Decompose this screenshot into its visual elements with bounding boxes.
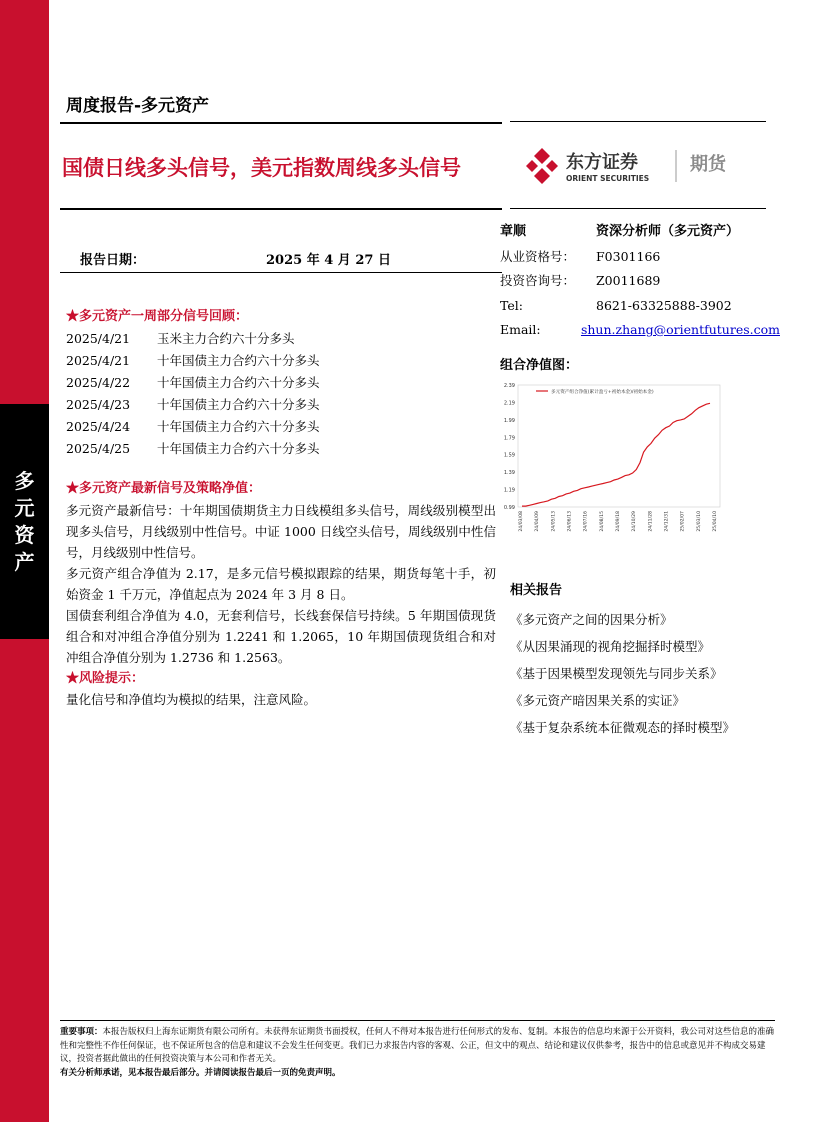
x-tick-label: 24/03/08 [519,511,524,532]
latest-paragraph-2: 多元资产组合净值为 2.17，是多元信号模拟跟踪的结果，期货每笔十手，初始资金 1 千万元，净值起点为 2024 年 3 月 8 日。 [66,566,496,602]
analyst-block [500,220,780,343]
analyst-row-value: F0301166 [596,248,661,264]
analyst-row [500,269,780,294]
signal-text: 玉米主力合约六十分多头 [157,331,295,346]
y-tick-label: 1.39 [503,470,515,477]
footer [60,1026,775,1080]
page-headline: 国债日线多头信号，美元指数周线多头信号 [62,156,461,180]
analyst-row [500,294,780,319]
signal-date: 2025/4/25 [66,441,131,456]
signal-date: 2025/4/24 [66,419,131,434]
risk-heading: ★风险提示： [66,671,145,686]
category-side-tab [0,404,49,639]
x-tick-label: 24/08/15 [599,511,605,532]
chart-title: 组合净值图： [500,358,579,373]
analyst-row-label: Tel: [500,297,523,313]
analyst-details [500,245,780,343]
analyst-header [500,220,780,245]
x-tick-label: 24/12/31 [664,511,670,532]
signal-row [66,328,496,350]
category-char: 元 [14,496,35,520]
header-rule-left [60,122,502,124]
analyst-name: 章顺 [500,224,527,239]
analyst-row-label: Email: [500,322,541,337]
related-heading: 相关报告 [510,583,563,598]
y-tick-label: 0.99 [503,505,515,511]
signal-text: 十年国债主力合约六十分多头 [157,375,320,390]
signals-review-section [66,306,496,460]
report-type: 周度报告-多元资产 [66,96,210,116]
logo-text-sub: 期货 [690,154,726,175]
category-char: 产 [14,550,35,574]
legend-label: 多元资产组合净值(累计盈亏+初始本金)/初始本金) [551,390,654,395]
title-rule-right [510,208,766,209]
orient-logo-icon [524,146,764,186]
header-rule-right [510,121,766,122]
category-char: 多 [14,469,35,493]
latest-paragraph-3: 国债套利组合净值为 4.0，无套利信号，长线套保信号持续。5 年期国债现货组合和对冲组合净值分别为 1.2241 和 1.2065，10 年期国债现货组合和对冲组合净值分别为 1.2736 和 1.2563。 [66,608,496,665]
y-tick-label: 1.99 [503,417,515,424]
footer-disclaimer [60,1026,775,1067]
x-tick-label: 24/07/16 [583,511,589,532]
signal-row [66,438,496,460]
related-reports [510,580,780,741]
signals-review-heading: ★多元资产一周部分信号回顾： [66,309,249,324]
related-report-link[interactable]: 《多元资产之间的因果分析》 [510,612,673,627]
related-report-link[interactable]: 《从因果涌现的视角挖掘择时模型》 [510,639,711,654]
y-tick-label: 2.39 [503,383,515,389]
x-tick-label: 24/10/29 [632,511,638,532]
x-tick-label: 25/02/07 [680,511,686,532]
signal-date: 2025/4/23 [66,397,131,412]
title-rule-left [60,208,502,210]
category-label-wrap [0,404,49,576]
y-tick-label: 1.79 [503,435,515,442]
related-list [510,606,780,741]
x-tick-label: 24/05/13 [551,511,557,532]
latest-section [66,478,496,710]
y-tick-label: 2.19 [503,400,515,407]
signal-text: 十年国债主力合约六十分多头 [157,419,320,434]
related-report-link[interactable]: 《基于因果模型发现领先与同步关系》 [510,666,723,681]
email-link[interactable]: shun.zhang@orientfutures.com [580,322,780,337]
logo-text-en: ORIENT SECURITIES [566,174,650,183]
nav-chart [500,375,725,540]
disclaimer-label: 重要事项： [60,1027,103,1037]
signal-row [66,394,496,416]
footer-rule [60,1020,775,1021]
x-tick-label: 24/06/13 [567,511,573,532]
x-tick-label: 24/11/28 [648,511,654,532]
x-tick-label: 24/09/18 [616,511,621,532]
signal-date: 2025/4/22 [66,375,131,390]
latest-heading: ★多元资产最新信号及策略净值： [66,481,262,496]
analyst-row-label: 从业资格号： [500,248,576,264]
signal-row [66,372,496,394]
latest-paragraph-1: 多元资产最新信号：十年期国债期货主力日线模组多头信号，周线级别模型出现多头信号，月线级别中性信号。中证 1000 日线空头信号，周线级别中性信号，月线级别中性信号。 [66,503,496,560]
company-logo [524,146,764,186]
analyst-row-value: 8621-63325888-3902 [596,297,732,313]
nav-chart-svg [500,375,725,540]
related-report-link[interactable]: 《多元资产暗因果关系的实证》 [510,693,686,708]
report-date-label: 报告日期： [80,253,146,268]
x-tick-label: 25/03/10 [696,511,702,532]
signal-date: 2025/4/21 [66,353,131,368]
signal-date: 2025/4/21 [66,331,131,346]
category-char: 资 [14,523,35,547]
x-tick-label: 24/04/09 [535,511,541,532]
analyst-commitment: 有关分析师承诺，见本报告最后部分。并请阅读报告最后一页的免责声明。 [60,1067,341,1078]
signals-review-list [66,328,496,460]
risk-text: 量化信号和净值均为模拟的结果，注意风险。 [66,692,317,707]
signal-text: 十年国债主力合约六十分多头 [157,397,320,412]
report-date-value: 2025 年 4 月 27 日 [266,253,391,268]
logo-text-cn: 东方证券 [566,152,638,173]
date-rule [60,272,502,273]
related-report-link[interactable]: 《基于复杂系统本征微观态的择时模型》 [510,720,736,735]
signal-row [66,416,496,438]
disclaimer-text: 本报告版权归上海东证期货有限公司所有。未获得东证期货书面授权，任何人不得对本报告进行任何形式的发布、复制。本报告的信息均来源于公开资料，我公司对这些信息的准确性和完整性不作任何保证，也不保证所包含的信息和建议不会发生任何变更。我们已力求报告内容的客观、公正，但文中的观点、结论和建议仅供参考，报告中的信息或意见并不构成交易建议，投资者据此做出的任何投资决策与本公司和作者无关。 [60,1027,775,1064]
signal-text: 十年国债主力合约六十分多头 [157,441,320,456]
analyst-row-label: 投资咨询号： [500,273,576,288]
signal-text: 十年国债主力合约六十分多头 [157,353,320,368]
signal-row [66,350,496,372]
analyst-title: 资深分析师（多元资产） [596,224,740,239]
analyst-row [500,318,780,343]
x-tick-label: 25/04/10 [713,511,718,532]
y-tick-label: 1.19 [503,487,515,494]
y-tick-label: 1.59 [503,452,515,459]
analyst-row-value: Z0011689 [596,273,661,288]
analyst-row [500,245,780,270]
plot-area [518,385,720,507]
